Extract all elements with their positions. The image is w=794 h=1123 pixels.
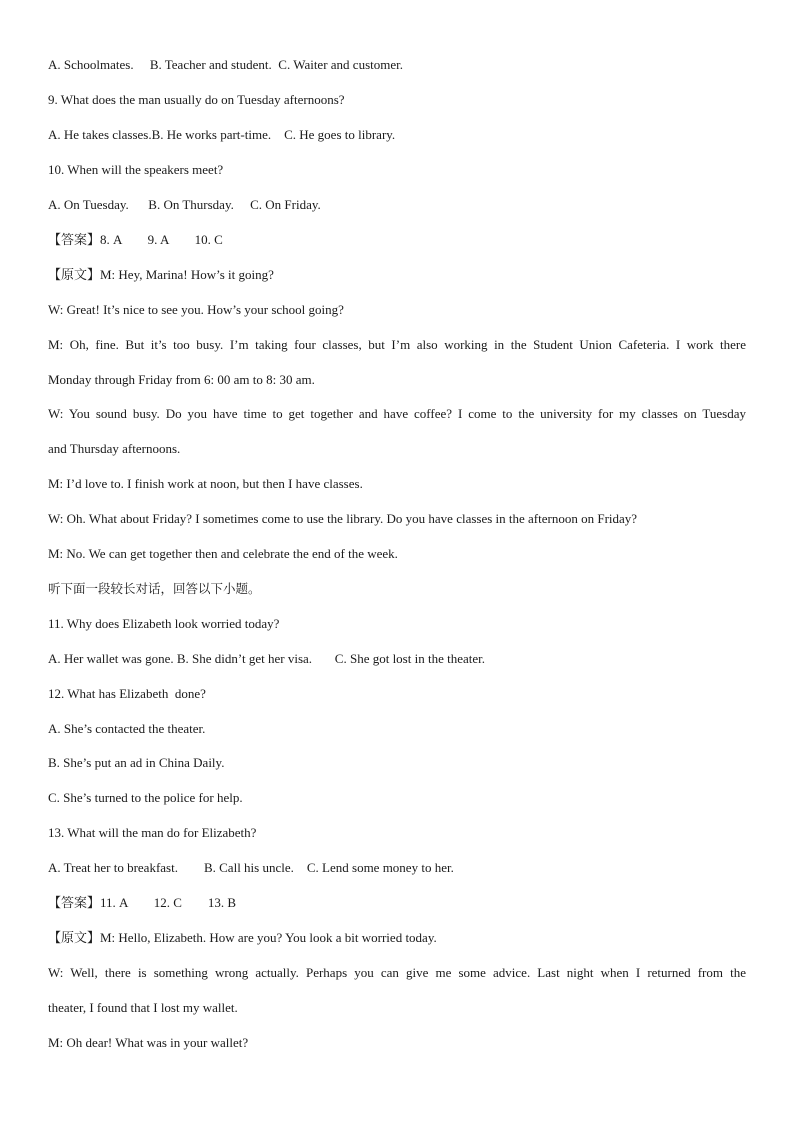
answer-key-11-13: 【答案】11. A 12. C 13. B [48, 895, 237, 910]
q13-question: 13. What will the man do for Elizabeth? [48, 825, 257, 840]
q11-question: 11. Why does Elizabeth look worried today? [48, 616, 280, 631]
q12-option-c: C. She’s turned to the police for help. [48, 790, 243, 805]
q12-option-b: B. She’s put an ad in China Daily. [48, 755, 225, 770]
transcript-line: W: You sound busy. Do you have time to get together and have coffee? I come to the university for my classes on Tuesday [48, 406, 746, 421]
transcript-line: 【原文】M: Hello, Elizabeth. How are you? You look a bit worried today. [48, 930, 437, 945]
q12-option-a: A. She’s contacted the theater. [48, 721, 206, 736]
transcript-line: M: I’d love to. I finish work at noon, but then I have classes. [48, 476, 363, 491]
transcript-line: W: Oh. What about Friday? I sometimes come to use the library. Do you have classes in the afternoon on Friday? [48, 511, 638, 526]
transcript-line: Monday through Friday from 6: 00 am to 8: 30 am. [48, 372, 315, 387]
transcript-line: and Thursday afternoons. [48, 441, 181, 456]
q9-options: A. He takes classes.B. He works part-time. C. He goes to library. [48, 127, 396, 142]
q10-options: A. On Tuesday. B. On Thursday. C. On Friday. [48, 197, 321, 212]
q10-question: 10. When will the speakers meet? [48, 162, 224, 177]
transcript-line: M: Oh, fine. But it’s too busy. I’m taking four classes, but I’m also working in the Student Union Cafeteria. I work there [48, 337, 746, 352]
transcript-line: W: Well, there is something wrong actually. Perhaps you can give me some advice. Last night when I returned from the [48, 965, 746, 980]
answer-key-8-10: 【答案】8. A 9. A 10. C [48, 232, 223, 247]
section-instruction: 听下面一段较长对话，回答以下小题。 [48, 581, 261, 596]
q8-options: A. Schoolmates. B. Teacher and student. C. Waiter and customer. [48, 57, 403, 72]
transcript-line: 【原文】M: Hey, Marina! How’s it going? [48, 267, 274, 282]
transcript-line: theater, I found that I lost my wallet. [48, 1000, 238, 1015]
q9-question: 9. What does the man usually do on Tuesday afternoons? [48, 92, 345, 107]
q11-options: A. Her wallet was gone. B. She didn’t get her visa. C. She got lost in the theater. [48, 651, 485, 666]
q12-question: 12. What has Elizabeth done? [48, 686, 206, 701]
transcript-line: W: Great! It’s nice to see you. How’s your school going? [48, 302, 344, 317]
transcript-line: M: Oh dear! What was in your wallet? [48, 1035, 249, 1050]
q13-options: A. Treat her to breakfast. B. Call his uncle. C. Lend some money to her. [48, 860, 454, 875]
transcript-line: M: No. We can get together then and celebrate the end of the week. [48, 546, 398, 561]
